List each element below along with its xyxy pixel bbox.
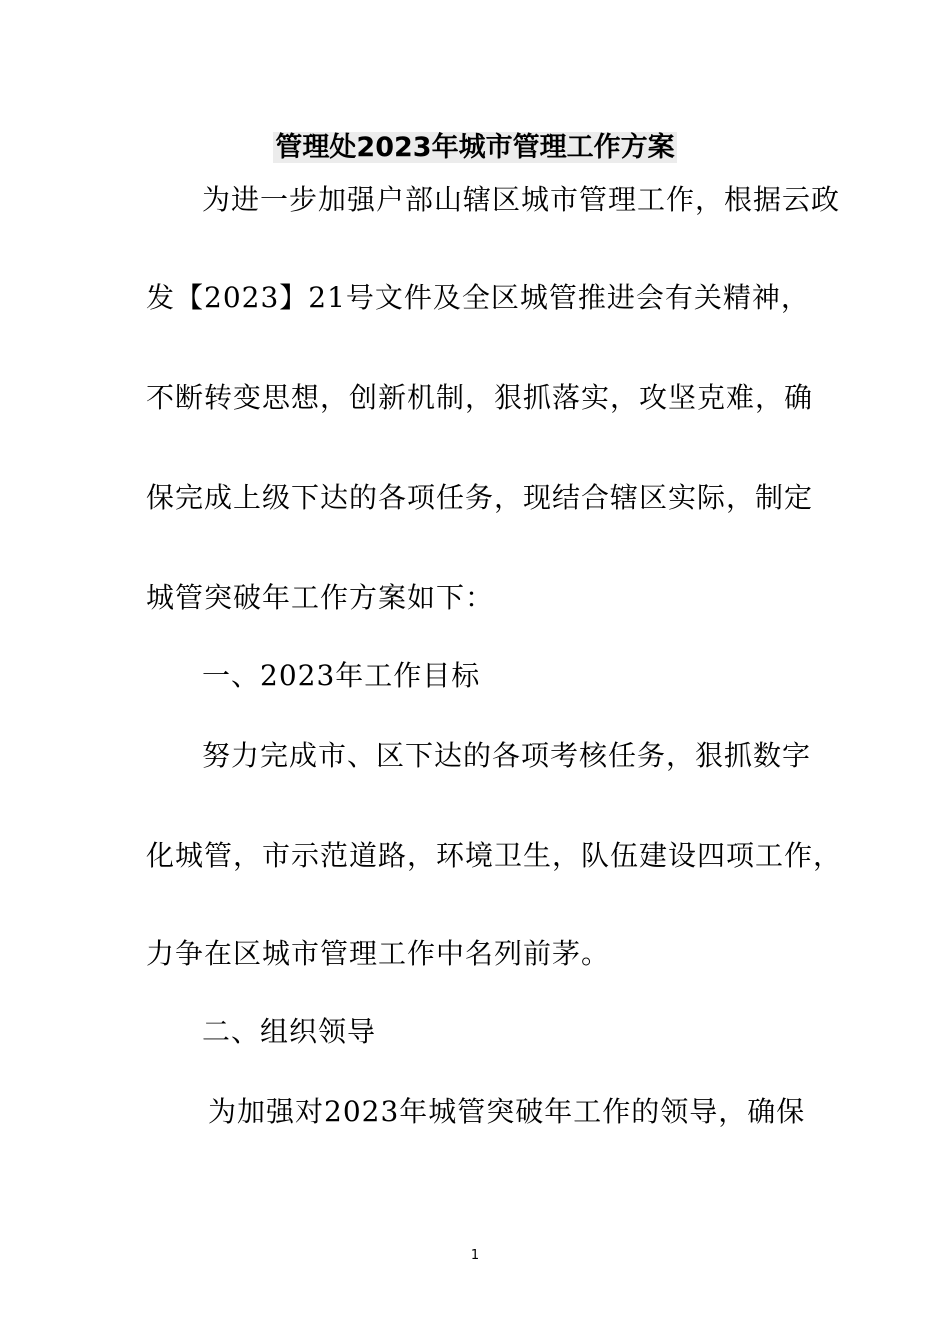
paragraph-line: 城管突破年工作方案如下：: [146, 581, 495, 614]
paragraph-line: 保完成上级下达的各项任务，现结合辖区实际，制定: [146, 481, 814, 514]
document-title: 管理处2023年城市管理工作方案: [275, 132, 675, 163]
paragraph-line: 努力完成市、区下达的各项考核任务，狠抓数字: [202, 739, 812, 772]
paragraph-line: 为加强对2023年城管突破年工作的领导，确保: [208, 1095, 806, 1128]
section-heading: 一、2023年工作目标: [202, 659, 481, 692]
paragraph-line: 为进一步加强户部山辖区城市管理工作，根据云政: [202, 183, 841, 216]
paragraph-line: 不断转变思想，创新机制，狠抓落实，攻坚克难，确: [146, 381, 814, 414]
page-number: 1: [470, 1248, 480, 1263]
paragraph-line: 力争在区城市管理工作中名列前茅。: [146, 937, 611, 970]
paragraph-line: 发【2023】21号文件及全区城管推进会有关精神，: [146, 281, 810, 314]
section-heading: 二、组织领导: [202, 1015, 377, 1048]
paragraph-line: 化城管，市示范道路，环境卫生，队伍建设四项工作，: [146, 839, 843, 872]
